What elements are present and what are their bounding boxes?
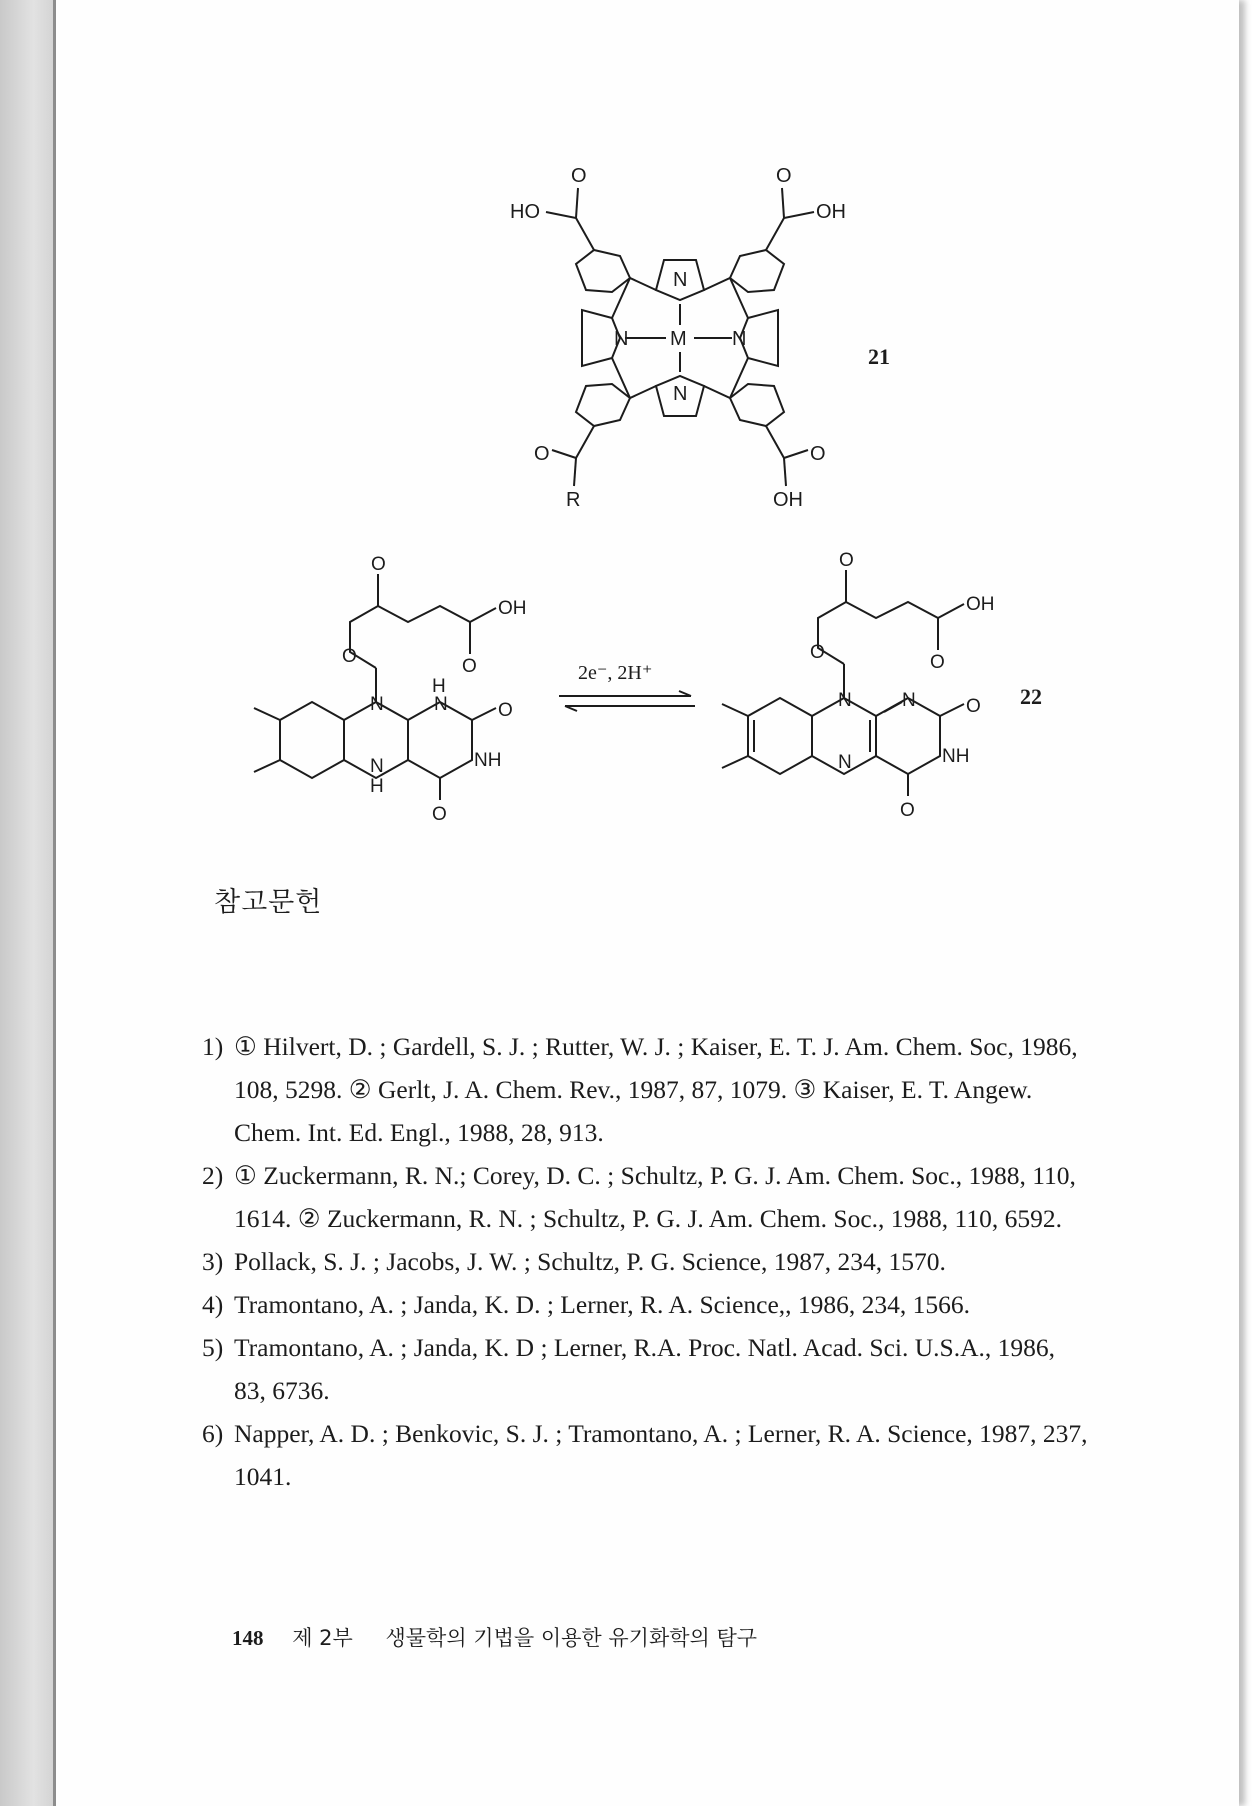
atom-o4-ox: O [900,800,915,821]
reference-number: 5) [202,1333,224,1362]
equilibrium-arrows [555,690,700,714]
atom-metal: M [670,328,687,350]
atom-n-top: N [673,269,688,291]
reference-item [202,1412,1092,1498]
reference-number: 2) [202,1161,224,1190]
atom-nh3-ox: NH [942,746,970,767]
reference-item [202,1326,1092,1412]
reference-text: Napper, A. D. ; Benkovic, S. J. ; Tramontano, A. ; Lerner, R. A. Science, 1987, 237, 1041. [234,1419,1088,1491]
atom-o-bl: O [534,443,550,465]
atom-o2-ox: O [966,696,981,717]
atom-o-acid: O [462,656,477,677]
atom-o4: O [432,804,447,825]
compound-label-22: 22 [1020,684,1042,709]
reference-number: 1) [202,1032,224,1061]
atom-n1: N [434,694,448,715]
compound-label-21: 21 [868,344,890,369]
reference-text: Tramontano, A. ; Janda, K. D ; Lerner, R.A. Proc. Natl. Acad. Sci. U.S.A., 1986, 83, 6736. [234,1333,1056,1405]
reference-item [202,1025,1092,1154]
atom-o2: O [498,700,513,721]
atom-oh-tr: OH [816,201,846,223]
atom-h1: H [432,676,446,697]
atom-nh3: NH [474,750,502,771]
reference-list [202,1025,1092,1498]
oxidized-flavin-structure [718,546,1018,826]
chapter-title: 생물학의 기법을 이용한 유기화학의 탐구 [385,1626,758,1650]
atom-oh-acid-ox: OH [966,594,995,615]
atom-n10-ox: N [838,690,852,711]
reduced-flavin-structure [250,550,550,830]
atom-n10: N [370,694,384,715]
reference-text: ① Hilvert, D. ; Gardell, S. J. ; Rutter, W. J. ; Kaiser, E. T. J. Am. Chem. Soc, 1986, 108, 5298. ② Gerlt, J. A. Chem. Rev., 1987, 87, 1079. ③ Kaiser, E. T. Angew. Chem. Int. Ed. Engl., 1988, 28, 913. [234,1032,1078,1147]
book-spine [0,0,56,1806]
atom-o-carbonyl: O [371,554,386,575]
atom-n5-ox: N [838,752,852,773]
atom-n5: N [370,756,384,777]
reference-item [202,1240,1092,1283]
reference-number: 3) [202,1247,224,1276]
atom-o-acid-ox: O [930,652,945,673]
atom-oh-acid: OH [498,598,527,619]
atom-o-tr: O [776,165,792,187]
atom-n-right: N [732,328,747,350]
atom-o-tl: O [571,165,587,187]
atom-o-carbonyl-ox: O [839,550,854,571]
page-number: 148 [232,1626,264,1650]
reference-item [202,1154,1092,1240]
reference-text: ① Zuckermann, R. N.; Corey, D. C. ; Schultz, P. G. J. Am. Chem. Soc., 1988, 110, 1614. ② Zuckermann, R. N. ; Schultz, P. G. J. Am. Chem. Soc., 1988, 110, 6592. [234,1161,1076,1233]
atom-oh-br: OH [773,489,803,511]
atom-n-bottom: N [673,383,688,405]
atom-n1-ox: N [902,690,916,711]
reference-text: Tramontano, A. ; Janda, K. D. ; Lerner, R. A. Science,, 1986, 234, 1566. [234,1290,971,1319]
atom-o-br: O [810,443,826,465]
atom-o-ester-ox: O [810,642,825,663]
porphyrin-structure-21 [470,160,890,520]
atom-o-ester: O [342,646,357,667]
reference-text: Pollack, S. J. ; Jacobs, J. W. ; Schultz, P. G. Science, 1987, 234, 1570. [234,1247,946,1276]
reaction-condition: 2e⁻, 2H⁺ [578,662,653,684]
references-heading: 참고문헌 [214,887,323,918]
atom-r-bl: R [566,489,581,511]
atom-h5: H [370,776,384,797]
atom-n-left: N [614,328,629,350]
reference-number: 4) [202,1290,224,1319]
reference-number: 6) [202,1419,224,1448]
atom-ho-tl: HO [510,201,540,223]
part-label: 제 2부 [292,1626,353,1650]
page-footer [232,1622,757,1652]
reference-item [202,1283,1092,1326]
